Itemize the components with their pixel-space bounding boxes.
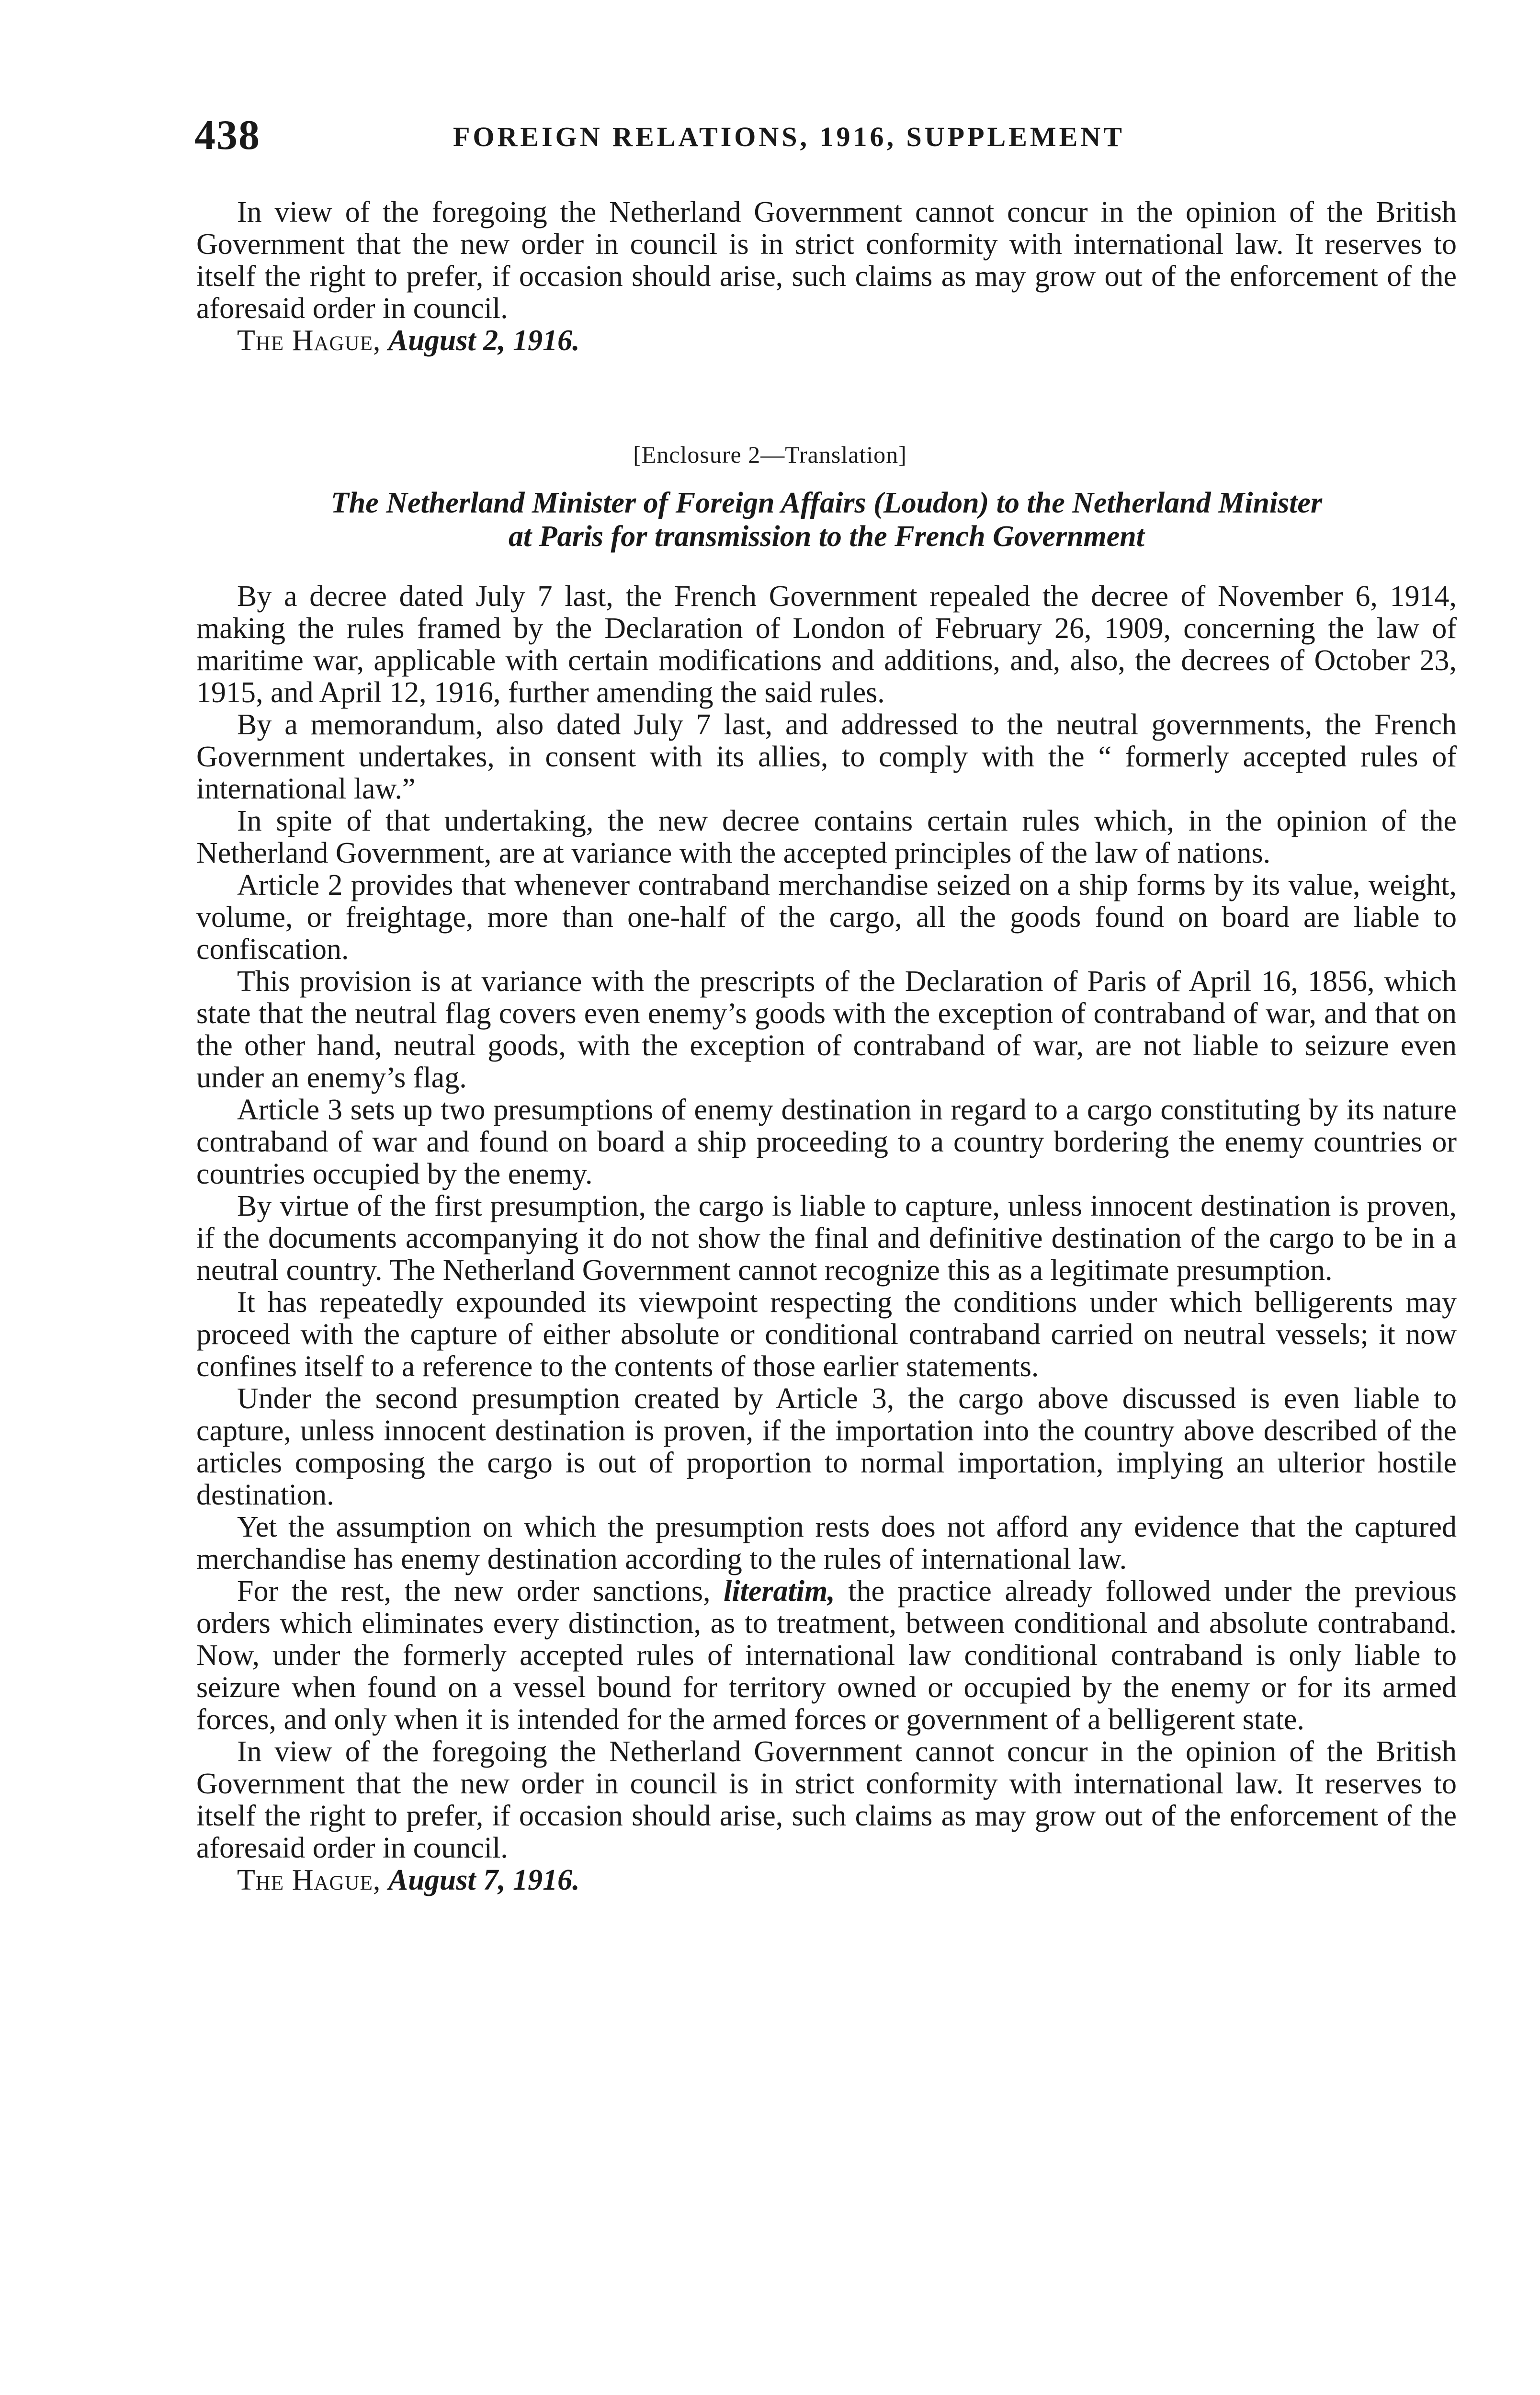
letter-title bbox=[196, 486, 1457, 553]
body-paragraph: In spite of that undertaking, the new decree contains certain rules which, in the opinion of the Netherland Government, are at variance with the accepted principles of the law of nations. bbox=[196, 805, 1457, 869]
rest-text-end: the practice already followed under the previous orders which eliminates every distinction, as to treatment, between conditional and absolute contraband. Now, under the formerly accepted rules of international law conditional contraband is only liable to seizure when found on a vessel bound for territory owned or occupied by the enemy or for its armed forces, and only when it is intended for the armed forces or government of a belligerent state. bbox=[196, 1575, 1457, 1736]
rest-text-start: For the rest, the new order sanctions, bbox=[237, 1575, 711, 1608]
body-paragraph: This provision is at variance with the prescripts of the Declaration of Paris of April 16, 1856, which state that the neutral flag covers even enemy’s goods with the exception of contraband of war, and that on the other hand, neutral goods, with the exception of contraband of war, are not liable to seizure even under an enemy’s flag. bbox=[196, 965, 1457, 1094]
rest-italic-word: literatim, bbox=[724, 1575, 835, 1608]
page-header bbox=[194, 111, 1459, 164]
page-number: 438 bbox=[194, 112, 260, 159]
body-paragraph-rest bbox=[196, 1575, 1457, 1736]
place: The Hague, bbox=[237, 1864, 381, 1896]
letter-title-line-1: The Netherland Minister of Foreign Affairs (Loudon) to the Netherland Minister bbox=[330, 487, 1323, 519]
body-paragraph: Yet the assumption on which the presumption rests does not afford any evidence that the captured merchandise has enemy destination according to the rules of international law. bbox=[196, 1511, 1457, 1575]
enclosure-label: [Enclosure 2—Translation] bbox=[633, 441, 907, 468]
letter-body bbox=[196, 581, 1457, 1896]
closing-paragraph-1: In view of the foregoing the Netherland Government cannot concur in the opinion of the British Government that the new order in council is in strict conformity with international law. It reserves to itself the right to prefer, if occasion should arise, such claims as may grow out of the enforcement of the aforesaid order in council. bbox=[196, 196, 1457, 325]
place: The Hague, bbox=[237, 324, 381, 357]
date: August 2, 1916. bbox=[388, 324, 580, 357]
body-paragraph: By a decree dated July 7 last, the French Government repealed the decree of November 6, 1914, making the rules framed by the Declaration of London of February 26, 1909, concerning the law of maritime war, applicable with certain modifications and additions, and, also, the decrees of October 23, 1915, and April 12, 1916, further amending the said rules. bbox=[196, 580, 1457, 709]
date: August 7, 1916. bbox=[388, 1864, 580, 1896]
body-paragraph: By a memorandum, also dated July 7 last, and addressed to the neutral governments, the French Government undertakes, in consent with its allies, to comply with the “ formerly accepted rules of international law.” bbox=[196, 708, 1457, 805]
body-paragraph: Article 2 provides that whenever contraband merchandise seized on a ship forms by its value, weight, volume, or freightage, more than one-half of the cargo, all the goods found on board are liable to confiscation. bbox=[196, 869, 1457, 966]
body-paragraph: Under the second presumption created by Article 3, the cargo above discussed is even liable to capture, unless innocent destination is proven, if the importation into the country above described of the articles composing the cargo is out of proportion to normal importation, implying an ulterior hostile destination. bbox=[196, 1382, 1457, 1511]
place-date-line-1 bbox=[196, 325, 1457, 357]
place-date-line-2 bbox=[196, 1864, 1457, 1896]
previous-enclosure-ending bbox=[196, 196, 1457, 357]
letter-title-line-2: at Paris for transmission to the French Government bbox=[508, 520, 1145, 553]
closing-paragraph-2: In view of the foregoing the Netherland Government cannot concur in the opinion of the British Government that the new order in council is in strict conformity with international law. It reserves to itself the right to prefer, if occasion should arise, such claims as may grow out of the enforcement of the aforesaid order in council. bbox=[196, 1735, 1457, 1864]
running-title: FOREIGN RELATIONS, 1916, SUPPLEMENT bbox=[453, 121, 1125, 152]
body-paragraph: Article 3 sets up two presumptions of enemy destination in regard to a cargo constituting by its nature contraband of war and found on board a ship proceeding to a country bordering the enemy countries or countries occupied by the enemy. bbox=[196, 1094, 1457, 1190]
body-paragraph: By virtue of the first presumption, the cargo is liable to capture, unless innocent destination is proven, if the documents accompanying it do not show the final and definitive destination of the cargo to be in a neutral country. The Netherland Government cannot recognize this as a legitimate presumption. bbox=[196, 1190, 1457, 1287]
body-paragraph: It has repeatedly expounded its viewpoint respecting the conditions under which belligerents may proceed with the capture of either absolute or conditional contraband carried on neutral vessels; it now confines itself to a reference to the contents of those earlier statements. bbox=[196, 1286, 1457, 1383]
